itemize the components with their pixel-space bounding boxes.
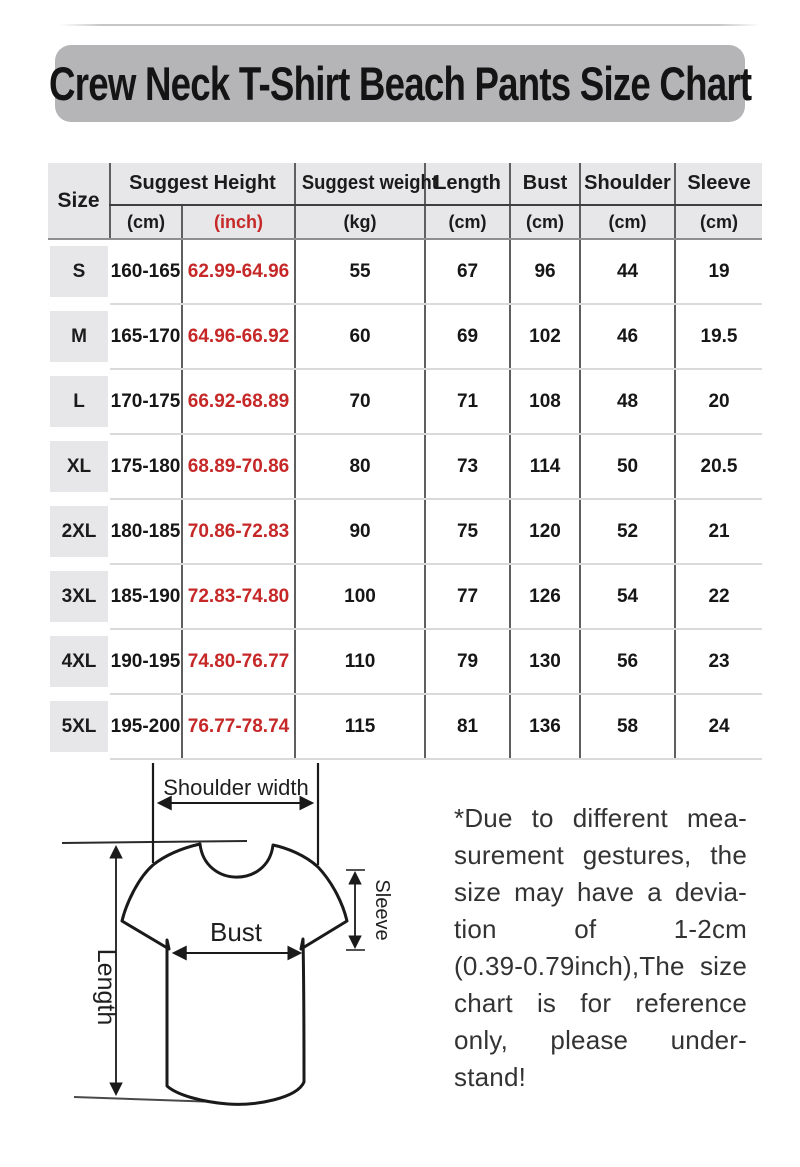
height-cm-value: 175-180	[110, 434, 182, 499]
bust-value: 130	[510, 629, 580, 694]
sleeve-label: Sleeve	[371, 879, 393, 941]
height-cm-value: 180-185	[110, 499, 182, 564]
length-value: 75	[425, 499, 510, 564]
height-cm-value: 190-195	[110, 629, 182, 694]
length-value: 73	[425, 434, 510, 499]
title-banner	[48, 45, 752, 122]
tshirt-outline	[122, 844, 347, 1104]
size-label: S	[48, 239, 110, 304]
shoulder-value: 46	[580, 304, 675, 369]
bust-value: 120	[510, 499, 580, 564]
top-divider	[60, 24, 760, 26]
shoulder-value: 56	[580, 629, 675, 694]
size-label: 5XL	[48, 694, 110, 759]
table-row-4xl	[48, 629, 762, 694]
weight-kg-value: 90	[295, 499, 425, 564]
shoulder-value: 50	[580, 434, 675, 499]
weight-kg-value: 115	[295, 694, 425, 759]
height-cm-value: 160-165	[110, 239, 182, 304]
length-value: 81	[425, 694, 510, 759]
note-line: chart is for reference	[454, 988, 747, 1018]
shoulder-value: 44	[580, 239, 675, 304]
measurement-disclaimer	[454, 800, 747, 1096]
table-row-m	[48, 304, 762, 369]
col-header-suggest-weight-label: Suggest weight	[301, 172, 438, 194]
header-row-main	[48, 163, 762, 205]
height-inch-value: 64.96-66.92	[182, 304, 295, 369]
size-chart-table	[48, 163, 762, 760]
length-value: 71	[425, 369, 510, 434]
height-inch-value: 68.89-70.86	[182, 434, 295, 499]
col-header-bust: Bust	[510, 163, 580, 205]
unit-height-cm: (cm)	[110, 205, 182, 239]
weight-kg-value: 100	[295, 564, 425, 629]
note-line: only, please under-	[454, 1025, 747, 1055]
note-line: tion of 1-2cm	[454, 914, 747, 944]
col-header-length: Length	[425, 163, 510, 205]
height-inch-value: 72.83-74.80	[182, 564, 295, 629]
height-inch-value: 66.92-68.89	[182, 369, 295, 434]
length-top-reference-line	[62, 841, 247, 843]
unit-sleeve-cm: (cm)	[675, 205, 762, 239]
sleeve-value: 21	[675, 499, 762, 564]
table-row-3xl	[48, 564, 762, 629]
unit-bust-cm: (cm)	[510, 205, 580, 239]
unit-length-cm: (cm)	[425, 205, 510, 239]
table-row-5xl	[48, 694, 762, 759]
weight-kg-value: 70	[295, 369, 425, 434]
sleeve-value: 19	[675, 239, 762, 304]
shoulder-value: 54	[580, 564, 675, 629]
length-label: Length	[92, 948, 120, 1026]
col-header-sleeve: Sleeve	[675, 163, 762, 205]
shoulder-value: 48	[580, 369, 675, 434]
bust-value: 96	[510, 239, 580, 304]
bust-value: 114	[510, 434, 580, 499]
table-row-2xl	[48, 499, 762, 564]
weight-kg-value: 55	[295, 239, 425, 304]
size-label: 2XL	[48, 499, 110, 564]
bust-value: 136	[510, 694, 580, 759]
height-cm-value: 165-170	[110, 304, 182, 369]
table-row-xl	[48, 434, 762, 499]
unit-weight-kg: (kg)	[295, 205, 425, 239]
size-label: M	[48, 304, 110, 369]
bust-value: 108	[510, 369, 580, 434]
page-title: Crew Neck T-Shirt Beach Pants Size Chart	[48, 57, 752, 110]
size-label: 4XL	[48, 629, 110, 694]
sleeve-value: 23	[675, 629, 762, 694]
col-header-shoulder: Shoulder	[580, 163, 675, 205]
sleeve-value: 22	[675, 564, 762, 629]
length-value: 67	[425, 239, 510, 304]
height-cm-value: 170-175	[110, 369, 182, 434]
col-header-suggest-weight	[295, 163, 438, 205]
note-line: surement gestures, the	[454, 840, 747, 870]
note-line: (0.39-0.79inch),The size	[454, 951, 747, 981]
note-line: size may have a devia-	[454, 877, 747, 907]
height-inch-value: 70.86-72.83	[182, 499, 295, 564]
weight-kg-value: 80	[295, 434, 425, 499]
height-inch-value: 62.99-64.96	[182, 239, 295, 304]
unit-height-inch: (inch)	[182, 205, 295, 239]
note-line: *Due to different mea-	[454, 803, 747, 833]
col-header-size: Size	[48, 163, 110, 239]
size-label: 3XL	[48, 564, 110, 629]
unit-shoulder-cm: (cm)	[580, 205, 675, 239]
bust-value: 102	[510, 304, 580, 369]
shoulder-value: 52	[580, 499, 675, 564]
col-header-suggest-height: Suggest Height	[110, 163, 295, 205]
table-row-l	[48, 369, 762, 434]
tshirt-measurement-diagram	[50, 755, 450, 1167]
shoulder-value: 58	[580, 694, 675, 759]
sleeve-value: 20.5	[675, 434, 762, 499]
height-cm-value: 195-200	[110, 694, 182, 759]
size-label: XL	[48, 434, 110, 499]
sleeve-value: 19.5	[675, 304, 762, 369]
weight-kg-value: 60	[295, 304, 425, 369]
length-value: 77	[425, 564, 510, 629]
header-row-units	[48, 205, 762, 239]
note-line: stand!	[454, 1062, 527, 1092]
bust-label: Bust	[209, 917, 263, 947]
height-inch-value: 76.77-78.74	[182, 694, 295, 759]
sleeve-value: 20	[675, 369, 762, 434]
sleeve-value: 24	[675, 694, 762, 759]
weight-kg-value: 110	[295, 629, 425, 694]
size-label: L	[48, 369, 110, 434]
height-cm-value: 185-190	[110, 564, 182, 629]
length-value: 79	[425, 629, 510, 694]
table-row-s	[48, 239, 762, 304]
length-value: 69	[425, 304, 510, 369]
height-inch-value: 74.80-76.77	[182, 629, 295, 694]
shoulder-width-label: Shoulder width	[163, 775, 309, 800]
bust-value: 126	[510, 564, 580, 629]
